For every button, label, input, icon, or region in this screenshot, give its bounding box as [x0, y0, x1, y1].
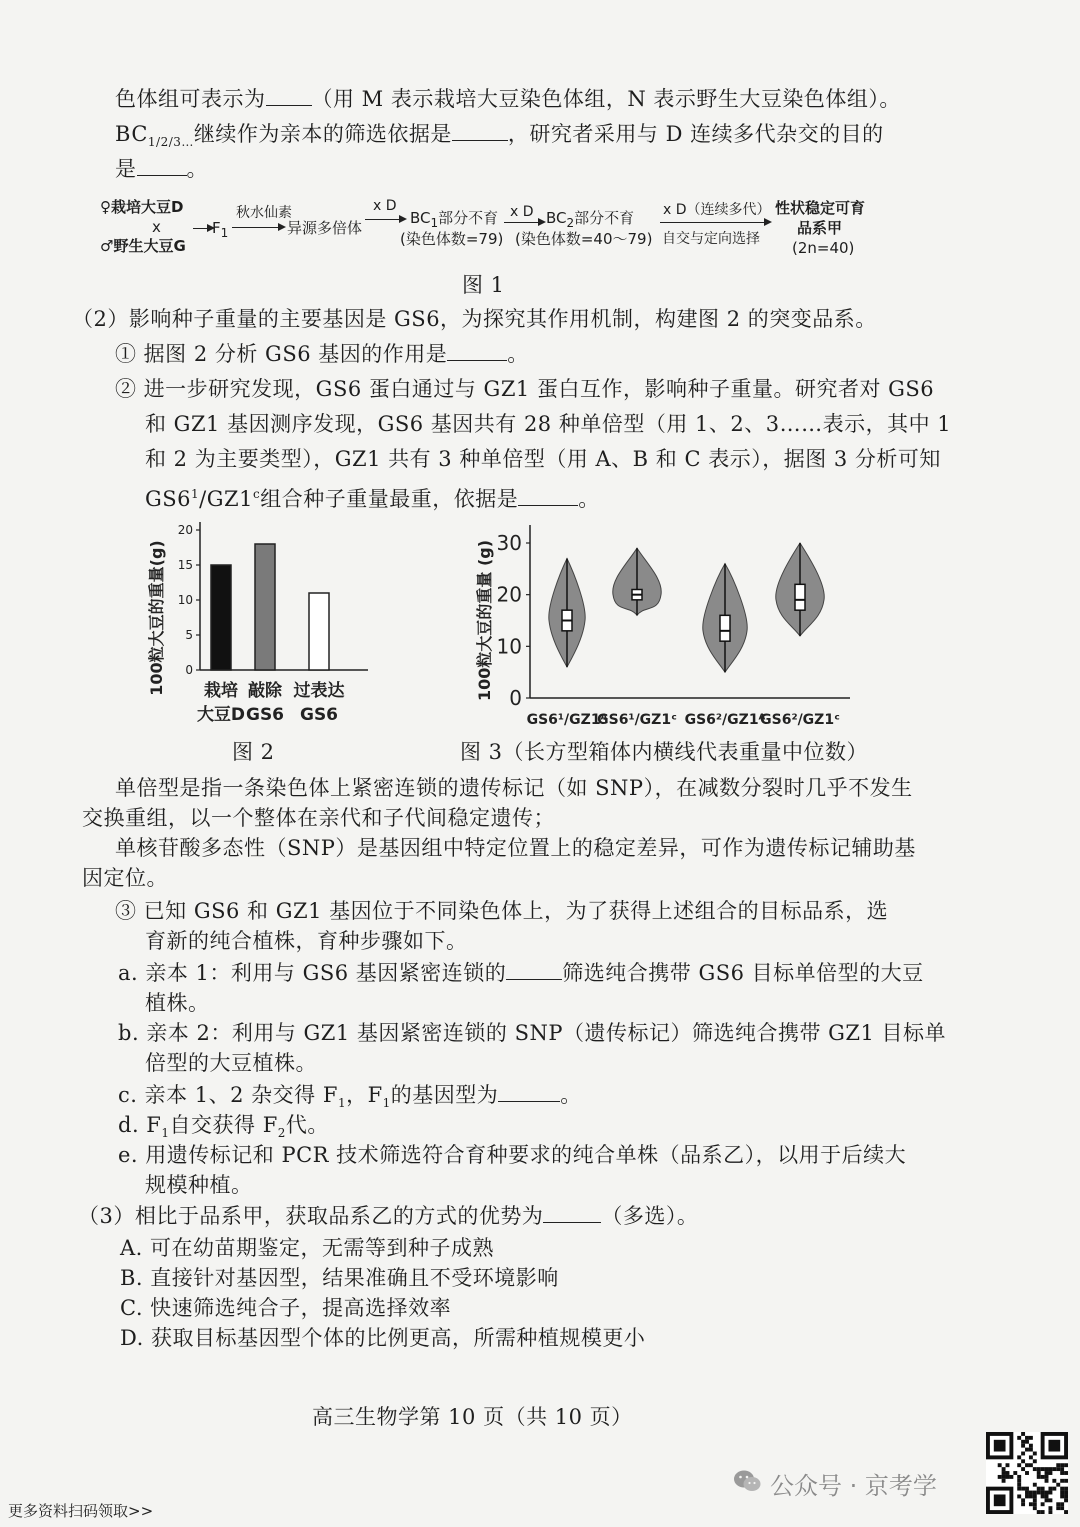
- qr-module: [1002, 1479, 1006, 1483]
- qr-module: [1041, 1494, 1045, 1498]
- qr-module: [1064, 1471, 1068, 1475]
- qr-module: [1025, 1448, 1029, 1452]
- qr-finder-core: [994, 1440, 1006, 1452]
- fig2-x-tick-label: 过表达: [293, 681, 345, 701]
- q2-s2-line3: 和 2 为主要类型），GZ1 共有 3 种单倍型（用 A、B 和 C 表示），据图 3 分析可知: [145, 447, 941, 471]
- qr-module: [1045, 1494, 1049, 1498]
- wechat-icon: [732, 1468, 762, 1494]
- qr-module: [1052, 1467, 1056, 1471]
- qr-module: [1029, 1491, 1033, 1495]
- note-haplotype-line2: 交换重组，以一个整体在亲代和子代间稳定遗传；: [82, 806, 555, 830]
- qr-module: [1037, 1471, 1041, 1475]
- qr-module: [1060, 1506, 1064, 1510]
- q1-line1-post: （用 M 表示栽培大豆染色体组，N 表示野生大豆染色体组）。: [311, 87, 901, 111]
- qr-module: [1033, 1483, 1037, 1487]
- q1-line3: [115, 154, 208, 184]
- fig2-y-tick-label: 5: [185, 628, 193, 642]
- qr-module: [1017, 1494, 1021, 1498]
- fig2-x-tick-label: 栽培: [204, 681, 238, 701]
- qr-module: [1025, 1494, 1029, 1498]
- step-c: c. 亲本 1、2 杂交得 $F_1$，$F_1$的基因型为 。: [118, 1083, 582, 1111]
- qr-module: [1056, 1483, 1060, 1487]
- qr-module: [1037, 1475, 1041, 1479]
- qr-module: [1017, 1479, 1021, 1483]
- qr-module: [1033, 1452, 1037, 1456]
- qr-module: [1029, 1494, 1033, 1498]
- q1-line2-post: 继续作为亲本的筛选依据是: [193, 122, 452, 146]
- qr-module: [1033, 1506, 1037, 1510]
- qr-module: [1064, 1463, 1068, 1467]
- q1-line2-sub: 1/2/3…: [147, 135, 194, 150]
- qr-module: [1064, 1491, 1068, 1495]
- option-d[interactable]: D. 获取目标基因型个体的比例更高，所需种植规模更小: [120, 1326, 646, 1350]
- qr-module: [1064, 1487, 1068, 1491]
- qr-module: [1021, 1459, 1025, 1463]
- qr-module: [1033, 1459, 1037, 1463]
- qr-module: [1033, 1494, 1037, 1498]
- answer-blank[interactable]: [452, 120, 508, 141]
- qr-module: [1048, 1506, 1052, 1510]
- fig3-y-tick-label: 10: [496, 634, 522, 659]
- qr-module: [1025, 1463, 1029, 1467]
- qr-module: [1045, 1498, 1049, 1502]
- figure-2-chart: [140, 510, 380, 735]
- qr-module: [1064, 1510, 1068, 1514]
- qr-module: [1060, 1494, 1064, 1498]
- answer-blank[interactable]: [266, 85, 312, 106]
- qr-module: [1052, 1487, 1056, 1491]
- fig1-colchicine: 秋水仙素: [236, 205, 292, 221]
- qr-module: [1064, 1498, 1068, 1502]
- fig3-y-tick-label: 0: [509, 686, 522, 710]
- qr-module: [1021, 1432, 1025, 1436]
- qr-module: [1009, 1475, 1013, 1479]
- answer-blank[interactable]: [137, 155, 187, 176]
- more-resources-link[interactable]: 更多资料扫码领取>>: [8, 1502, 154, 1520]
- q2-s2-line4: $GS6^1/GZ1^c$组合种子重量最重，依据是 。: [145, 487, 600, 511]
- qr-module: [1056, 1463, 1060, 1467]
- qr-module: [1021, 1467, 1025, 1471]
- qr-module: [1017, 1475, 1021, 1479]
- qr-module: [1017, 1483, 1021, 1487]
- q1-line3-pre: 是: [115, 157, 137, 181]
- qr-module: [1037, 1487, 1041, 1491]
- fig1-final2: 品系甲: [797, 219, 843, 237]
- qr-module: [1037, 1467, 1041, 1471]
- qr-module: [1056, 1502, 1060, 1506]
- q2-intro: （2）影响种子重量的主要基因是 GS6，为探究其作用机制，构建图 2 的突变品系。: [72, 307, 877, 331]
- fig1-selfing: 自交与定向选择: [662, 231, 760, 247]
- qr-module: [1021, 1440, 1025, 1444]
- page-number: 高三生物学第 10 页（共 10 页）: [312, 1405, 633, 1429]
- qr-module: [1002, 1467, 1006, 1471]
- qr-code[interactable]: [986, 1432, 1068, 1514]
- fig1-xd3: x D（连续多代）: [663, 202, 771, 218]
- fig1-final3: (2n=40): [792, 239, 855, 257]
- fig1-arrow-0: [193, 228, 213, 229]
- qr-module: [1048, 1491, 1052, 1495]
- qr-module: [998, 1475, 1002, 1479]
- fig1-cross: x: [152, 218, 161, 236]
- q1-line2-bc: BC: [115, 122, 148, 146]
- fig2-y-tick-label: 20: [177, 523, 193, 537]
- qr-module: [1048, 1510, 1052, 1514]
- fig3-x-tick-label: GS6²/GZ1ᴬ: [684, 712, 766, 728]
- qr-module: [1041, 1502, 1045, 1506]
- note-snp-line2: 因定位。: [82, 866, 168, 890]
- qr-module: [1060, 1471, 1064, 1475]
- fig2-bar: [309, 593, 329, 670]
- q3-stem: （3）相比于品系甲，获取品系乙的方式的优势为 （多选）。: [78, 1204, 699, 1228]
- qr-module: [1045, 1467, 1049, 1471]
- fig2-bar: [255, 544, 275, 670]
- qr-module: [1029, 1448, 1033, 1452]
- step-d: d. $F_1$自交获得 $F_2$代。: [118, 1113, 329, 1141]
- option-c[interactable]: C. 快速筛选纯合子，提高选择效率: [120, 1296, 452, 1320]
- step-e-line2: 规模种植。: [145, 1173, 253, 1197]
- qr-module: [1060, 1467, 1064, 1471]
- fig1-bc1-chrom: (染色体数=79): [400, 230, 504, 248]
- qr-module: [1060, 1502, 1064, 1506]
- qr-module: [1006, 1463, 1010, 1467]
- fig1-arrow-1: [232, 227, 284, 228]
- qr-module: [1025, 1487, 1029, 1491]
- qr-module: [1029, 1455, 1033, 1459]
- q2-s2-line2: 和 GZ1 基因测序发现，GS6 基因共有 28 种单倍型（用 1、2、3……表示，其中 1: [145, 412, 952, 436]
- qr-module: [1041, 1510, 1045, 1514]
- qr-module: [1045, 1471, 1049, 1475]
- qr-module: [1002, 1475, 1006, 1479]
- qr-module: [1056, 1467, 1060, 1471]
- q1-line1: [115, 84, 901, 114]
- fig1-arrow-4: [660, 222, 770, 223]
- qr-module: [1041, 1467, 1045, 1471]
- q2-s3-line2: 育新的纯合植株，育种步骤如下。: [145, 929, 468, 953]
- fig1-male: ♂野生大豆G: [100, 237, 186, 255]
- answer-blank[interactable]: [498, 1081, 560, 1102]
- answer-blank[interactable]: [543, 1202, 601, 1223]
- q1-line3-post: 。: [186, 157, 208, 181]
- fig2-x-tick-label: 大豆D: [196, 705, 246, 725]
- qr-module: [1060, 1491, 1064, 1495]
- step-e-line1: e. 用遗传标记和 PCR 技术筛选符合育种要求的纯合单株（品系乙），以用于后续大: [118, 1143, 907, 1167]
- qr-module: [1064, 1479, 1068, 1483]
- qr-module: [1029, 1463, 1033, 1467]
- fig2-x-tick-label: GS6: [299, 705, 339, 725]
- fig3-box: [795, 584, 805, 610]
- q1-line2-post2: ，研究者采用与 D 连续多代杂交的目的: [507, 122, 884, 146]
- fig1-bc2: $BC_2$部分不育: [546, 209, 635, 230]
- fig2-x-tick-label: 敲除: [248, 681, 282, 701]
- figure-3-chart: [470, 515, 860, 735]
- step-a-line2: 植株。: [145, 991, 210, 1015]
- note-haplotype-line1: 单倍型是指一条染色体上紧密连锁的遗传标记（如 SNP），在减数分裂时几乎不发生: [115, 776, 913, 800]
- qr-module: [1006, 1475, 1010, 1479]
- q1-line1-pre: 色体组可表示为: [115, 87, 266, 111]
- qr-module: [1060, 1463, 1064, 1467]
- qr-module: [1060, 1479, 1064, 1483]
- qr-module: [1048, 1487, 1052, 1491]
- q2-s2-line1: ② 进一步研究发现，GS6 蛋白通过与 GZ1 蛋白互作，影响种子重量。研究者对 GS6: [115, 377, 935, 401]
- q2-s3-line1: ③ 已知 GS6 和 GZ1 基因位于不同染色体上，为了获得上述组合的目标品系，选: [115, 899, 889, 923]
- qr-finder-core: [1048, 1440, 1060, 1452]
- qr-module: [1029, 1444, 1033, 1448]
- fig2-bar: [211, 565, 231, 670]
- qr-module: [998, 1463, 1002, 1467]
- fig1-f1: $F_1$: [212, 219, 229, 240]
- qr-module: [1064, 1494, 1068, 1498]
- qr-module: [1033, 1491, 1037, 1495]
- qr-module: [1052, 1479, 1056, 1483]
- fig1-arrow-3: [504, 222, 544, 223]
- fig1-polyploid: 异源多倍体: [287, 219, 363, 237]
- step-b-line1: b. 亲本 2：利用与 GZ1 基因紧密连锁的 SNP（遗传标记）筛选纯合携带 GZ1 目标单: [118, 1021, 947, 1045]
- fig2-x-tick-label: GS6: [245, 705, 285, 725]
- fig3-x-tick-label: GS6²/GZ1ᶜ: [760, 712, 840, 728]
- fig1-caption: 图 1: [462, 273, 505, 297]
- qr-module: [1041, 1487, 1045, 1491]
- q1-line2: [115, 119, 884, 157]
- step-b-line2: 倍型的大豆植株。: [145, 1051, 317, 1075]
- fig3-caption: 图 3（长方型箱体内横线代表重量中位数）: [460, 740, 869, 764]
- fig2-caption: 图 2: [232, 740, 275, 764]
- qr-module: [1017, 1455, 1021, 1459]
- option-a[interactable]: A. 可在幼苗期鉴定，无需等到种子成熟: [120, 1236, 495, 1260]
- qr-module: [1045, 1475, 1049, 1479]
- qr-module: [1029, 1436, 1033, 1440]
- fig1-arrow-2: [365, 219, 405, 220]
- fig2-y-tick-label: 15: [177, 558, 193, 572]
- qr-module: [1045, 1491, 1049, 1495]
- fig2-y-tick-label: 0: [185, 663, 193, 677]
- fig3-y-tick-label: 30: [496, 531, 522, 555]
- qr-module: [1048, 1467, 1052, 1471]
- option-b[interactable]: B. 直接针对基因型，结果准确且不受环境影响: [120, 1266, 559, 1290]
- qr-module: [1029, 1502, 1033, 1506]
- fig3-y-tick-label: 20: [496, 582, 522, 607]
- fig3-box: [720, 615, 730, 641]
- qr-module: [1048, 1498, 1052, 1502]
- qr-module: [1060, 1487, 1064, 1491]
- qr-module: [1041, 1475, 1045, 1479]
- qr-module: [1025, 1491, 1029, 1495]
- qr-module: [1025, 1471, 1029, 1475]
- qr-module: [1021, 1502, 1025, 1506]
- wechat-account[interactable]: 公众号 · 京考学: [770, 1472, 937, 1500]
- qr-module: [1025, 1440, 1029, 1444]
- qr-module: [1021, 1444, 1025, 1448]
- qr-module: [1056, 1506, 1060, 1510]
- qr-module: [1013, 1471, 1017, 1475]
- fig1-bc2-chrom: (染色体数=40～79): [515, 230, 653, 248]
- qr-module: [1033, 1502, 1037, 1506]
- qr-module: [1017, 1436, 1021, 1440]
- qr-module: [1021, 1452, 1025, 1456]
- qr-module: [1006, 1471, 1010, 1475]
- qr-module: [1002, 1471, 1006, 1475]
- note-snp-line1: 单核苷酸多态性（SNP）是基因组中特定位置上的稳定差异，可作为遗传标记辅助基: [115, 836, 916, 860]
- qr-module: [1017, 1463, 1021, 1467]
- answer-blank[interactable]: [506, 959, 562, 980]
- fig1-female: ♀栽培大豆D: [100, 198, 184, 216]
- qr-module: [1021, 1498, 1025, 1502]
- qr-module: [1017, 1487, 1021, 1491]
- qr-finder-core: [994, 1494, 1006, 1506]
- fig1-bc1: $BC_1$部分不育: [410, 209, 499, 230]
- qr-module: [1033, 1467, 1037, 1471]
- fig2-y-tick-label: 10: [177, 593, 193, 607]
- fig3-x-tick-label: GS6¹/GZ1ᴬ: [526, 712, 608, 728]
- fig2-y-label: 100粒大豆的重量(g): [147, 540, 166, 696]
- qr-module: [1048, 1471, 1052, 1475]
- fig1-xd1: x D: [373, 198, 397, 214]
- qr-module: [1045, 1479, 1049, 1483]
- fig1-final1: 性状稳定可育: [775, 199, 866, 217]
- q2-s1: ① 据图 2 分析 GS6 基因的作用是 。: [115, 342, 529, 366]
- step-a-line1: a. 亲本 1：利用与 GS6 基因紧密连锁的 筛选纯合携带 GS6 目标单倍型的大豆: [118, 961, 924, 985]
- qr-module: [1037, 1510, 1041, 1514]
- qr-module: [1033, 1498, 1037, 1502]
- fig3-y-label: 100粒大豆的重量 (g): [475, 539, 494, 702]
- qr-module: [1041, 1491, 1045, 1495]
- fig1-xd2: x D: [510, 204, 534, 220]
- answer-blank[interactable]: [447, 340, 507, 361]
- qr-module: [1025, 1436, 1029, 1440]
- fig3-x-tick-label: GS6¹/GZ1ᶜ: [597, 712, 677, 728]
- answer-blank[interactable]: [518, 485, 578, 506]
- qr-module: [1021, 1487, 1025, 1491]
- qr-module: [1037, 1491, 1041, 1495]
